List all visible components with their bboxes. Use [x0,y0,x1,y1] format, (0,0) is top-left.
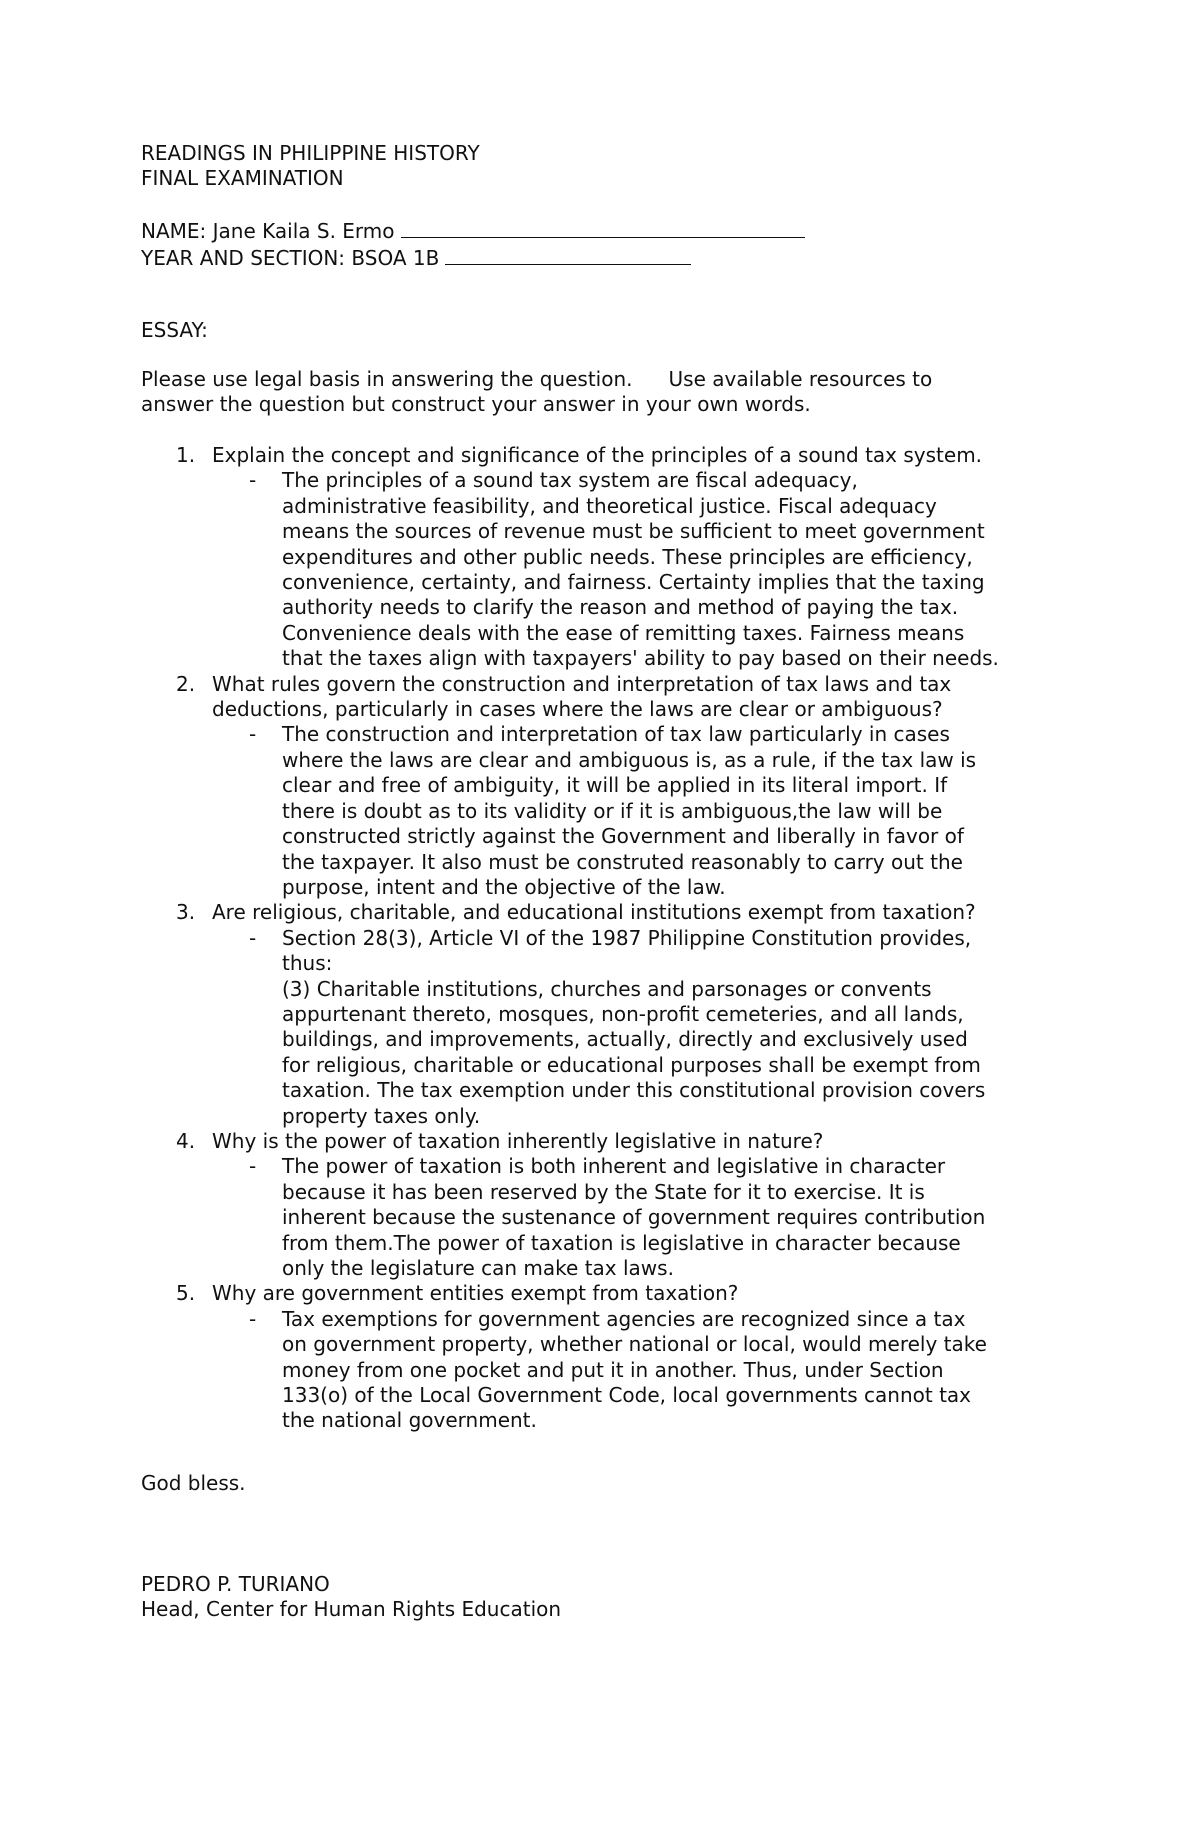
instructions-line-2: answer the question but construct your answer in your own words. [141,392,811,417]
answer-block [141,1154,1141,1281]
question-text: Why are government entities exempt from taxation? [212,1281,739,1306]
question-number: 1. [176,443,196,467]
answer-dash: - [249,1306,257,1331]
name-value: Jane Kaila S. Ermo [212,219,395,243]
answer-text: The power of taxation is both inherent and legislative in character because it has been reserved by the State for it to exercise. It is inherent because the sustenance of government requires contribution from them.The power of taxation is legislative in character because only the legislature can make tax laws. [282,1154,986,1280]
question-list [141,443,1141,1434]
instructions [141,367,1141,418]
signatory-name: PEDRO P. TURIANO [141,1572,330,1596]
answer-block [141,1307,1141,1434]
section-underline [445,244,691,265]
question-item [141,1129,1141,1154]
section-row [141,244,1141,271]
closing-remark: God bless. [141,1471,246,1495]
signature-block [141,1572,1141,1623]
document-header [141,141,1141,192]
section-label: YEAR AND SECTION: [141,246,346,271]
question-number: 5. [176,1281,196,1306]
question-text: Explain the concept and significance of the principles of a sound tax system. [212,443,983,467]
question-text: What rules govern the construction and interpretation of tax laws and tax deductions, particularly in cases where the laws are clear or ambiguous? [212,671,952,722]
answer-block [141,926,1141,1129]
question-item [141,443,1141,468]
question-text: Why is the power of taxation inherently legislative in nature? [212,1128,824,1153]
answer-text: The principles of a sound tax system are fiscal adequacy, administrative feasibility, and theoretical justice. Fiscal adequacy means the sources of revenue must be sufficient to meet government expenditures and other public needs. These principles are efficiency, convenience, certainty, and fairness. Certainty implies that the taxing authority needs to clarify the reason and method of paying the tax. Convenience deals with the ease of remitting taxes. Fairness means that the taxes align with taxpayers' ability to pay based on their needs. [282,468,999,671]
answer-block [141,468,1141,671]
answer-dash: - [249,1154,257,1179]
question-number: 4. [176,1128,196,1153]
answer-text: Section 28(3), Article VI of the 1987 Philippine Constitution provides, thus: (3) Charitable institutions, churches and parsonages or convents appurtenant thereto, mosques, non-profit cemeteries, and all lands, buildings, and improvements, actually, directly and exclusively used for religious, charitable or educational purposes shall be exempt from taxation. The tax exemption under this constitutional provision covers property taxes only. [282,925,986,1128]
course-title: READINGS IN PHILIPPINE HISTORY [141,141,480,165]
answer-dash: - [249,722,257,747]
question-item [141,900,1141,925]
signatory-title: Head, Center for Human Rights Education [141,1597,562,1622]
name-underline [401,217,805,238]
question-text: Are religious, charitable, and educational institutions exempt from taxation? [212,900,976,925]
question-number: 3. [176,900,196,925]
section-value: BSOA 1B [351,246,440,271]
answer-block [141,722,1141,900]
student-info [141,217,1141,272]
name-label: NAME: [141,219,207,243]
name-row [141,217,1141,244]
answer-dash: - [249,468,257,493]
question-item [141,672,1141,723]
answer-text: Tax exemptions for government agencies are recognized since a tax on government property, whether national or local, would merely take money from one pocket and put it in another. Thus, under Section 133(o) of the Local Government Code, local governments cannot tax the national government. [282,1306,987,1433]
answer-dash: - [249,925,257,950]
exam-title: FINAL EXAMINATION [141,166,344,191]
question-item [141,1281,1141,1306]
instructions-line-1: Please use legal basis in answering the question. Use available resources to [141,367,933,391]
answer-text: The construction and interpretation of tax law particularly in cases where the laws are clear and ambiguous is, as a rule, if the tax law is clear and free of ambiguity, it will be applied in its literal import. If there is doubt as to its validity or if it is ambiguous,the law will be constructed strictly against the Government and liberally in favor of the taxpayer. It also must be construted reasonably to carry out the purpose, intent and the objective of the law. [282,722,977,899]
question-number: 2. [176,671,196,696]
essay-heading: ESSAY: [141,318,208,342]
